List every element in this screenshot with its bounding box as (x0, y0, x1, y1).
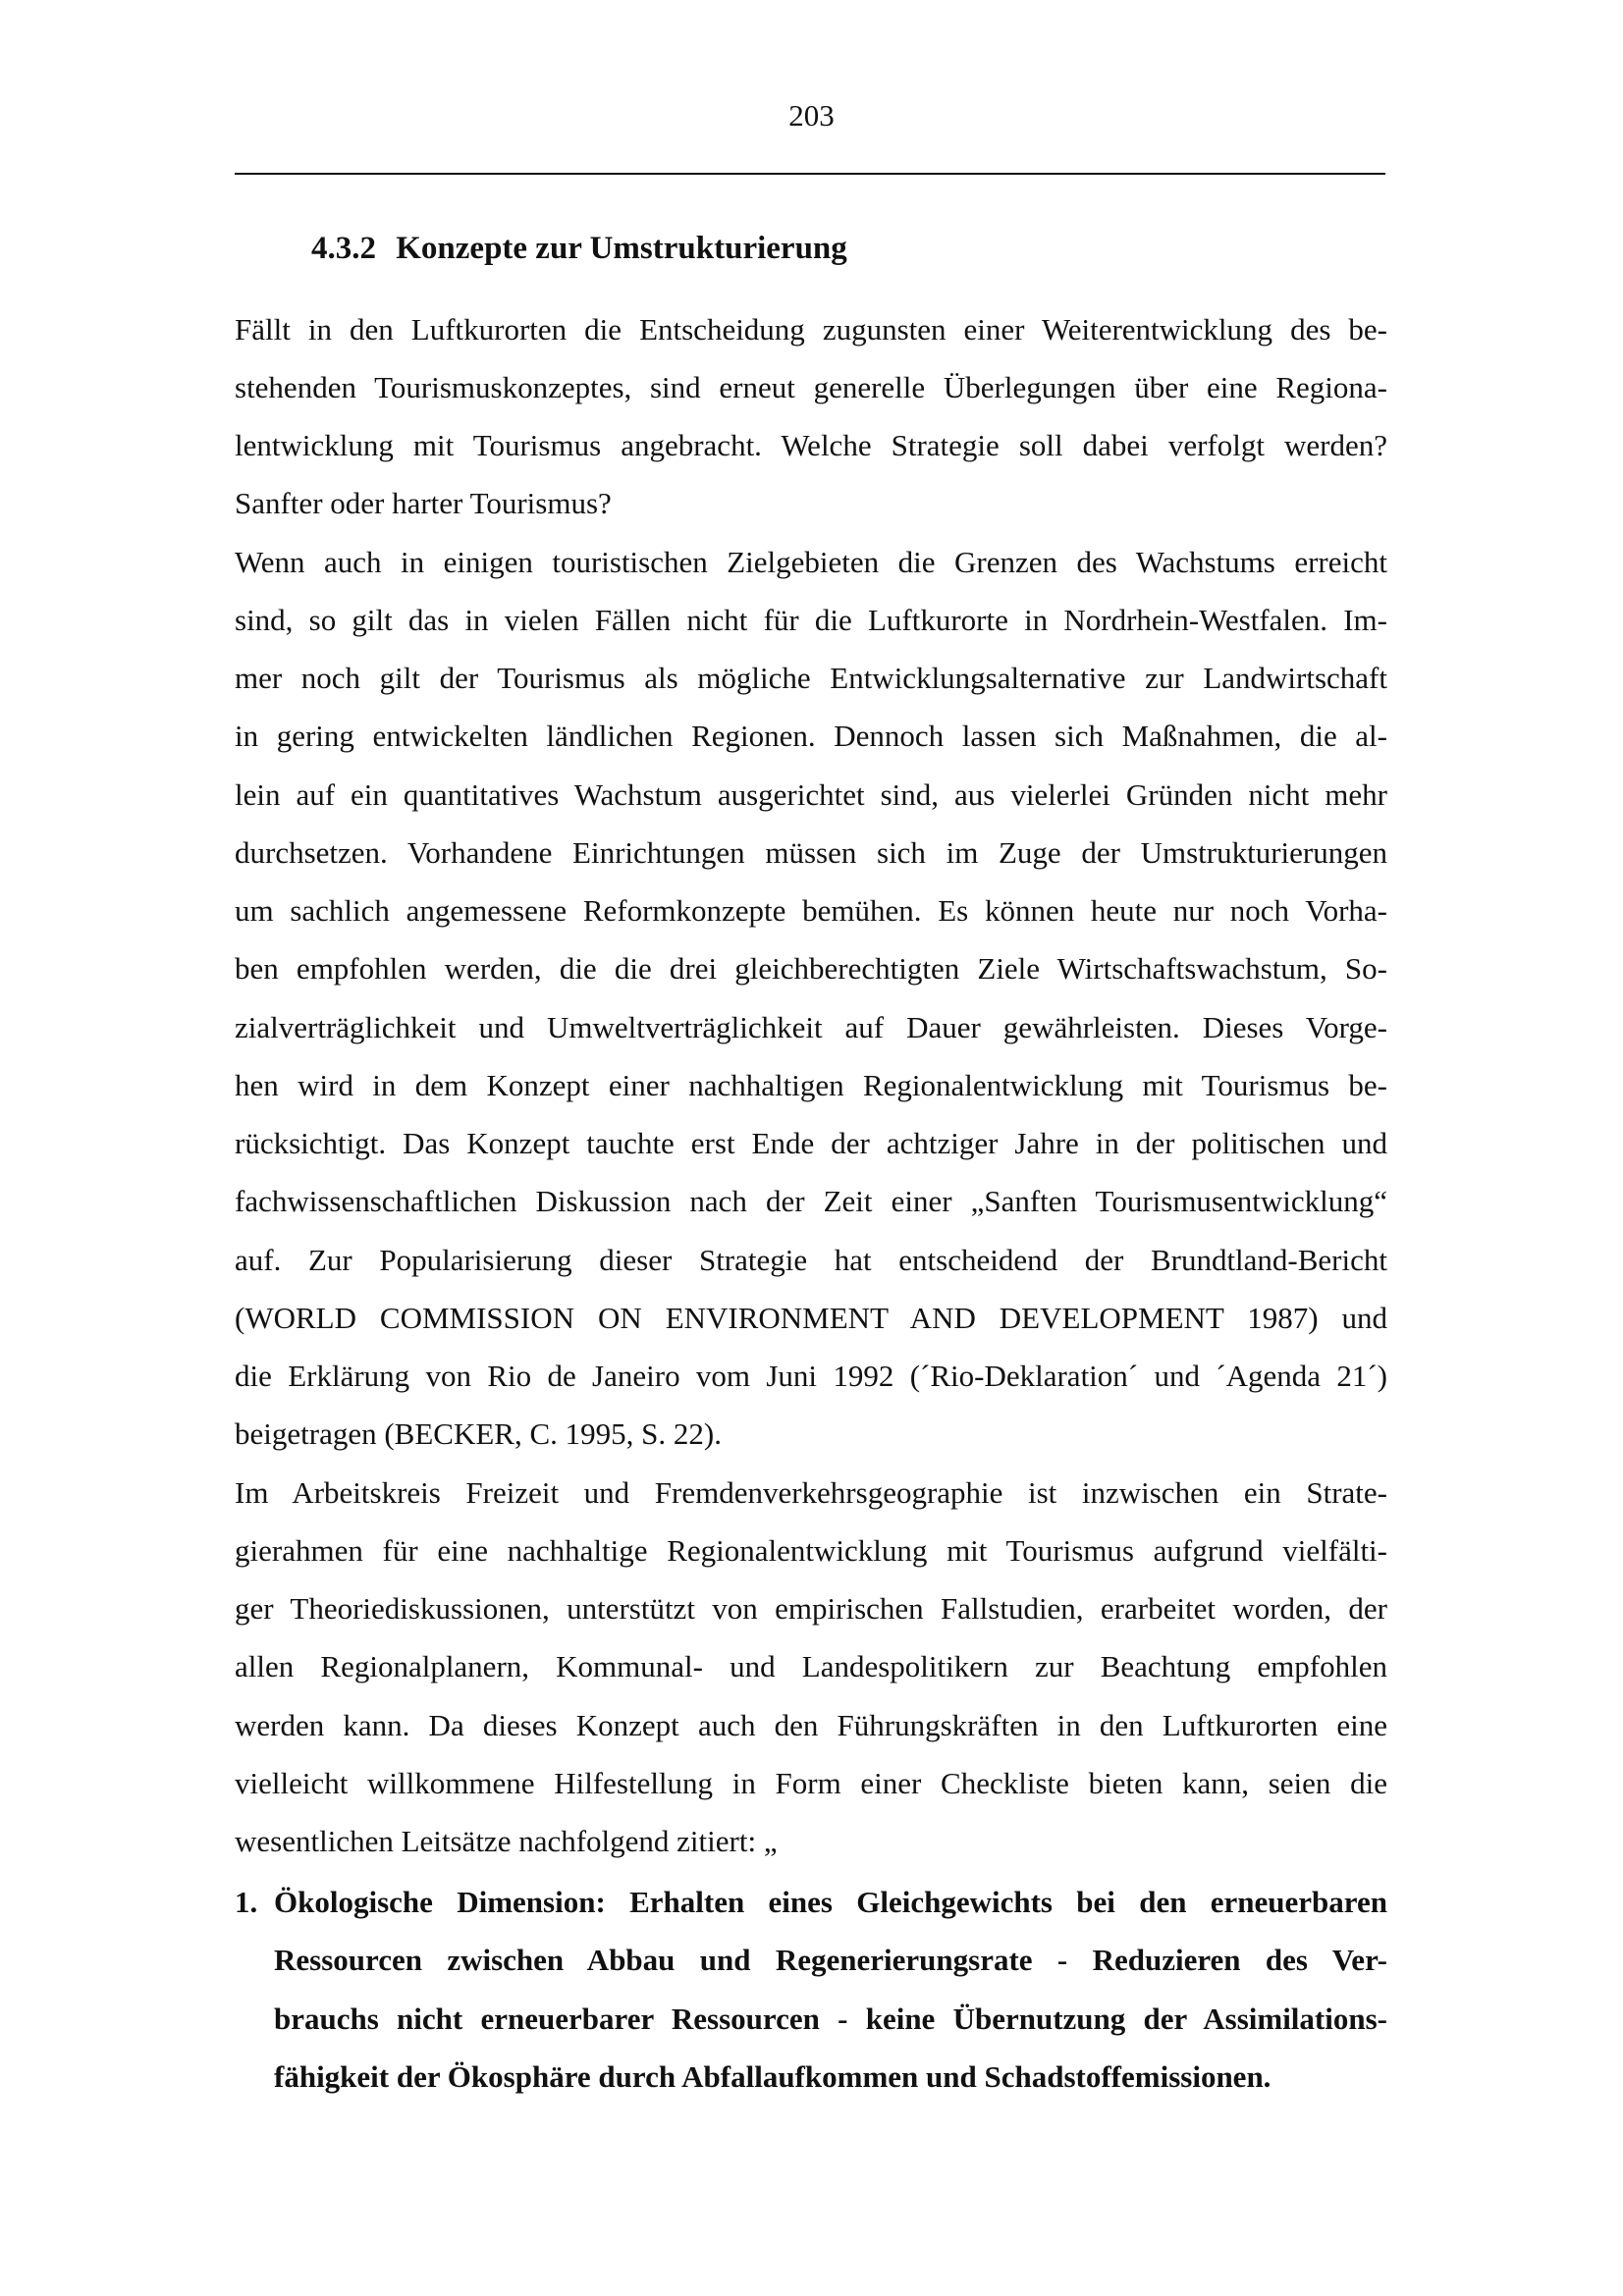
body-line: allen Regionalplanern, Kommunal- und Landespolitikern zur Beachtung empfohlen (235, 1649, 1387, 1683)
body-line: Wenn auch in einigen touristischen Zielgebieten die Grenzen des Wachstums erreicht (235, 545, 1387, 579)
body-line: zialverträglichkeit und Umweltverträglichkeit auf Dauer gewährleisten. Dieses Vorge- (235, 1010, 1387, 1044)
body-line: Sanfter oder harter Tourismus? (235, 486, 612, 520)
body-line: fachwissenschaftlichen Diskussion nach der Zeit einer „Sanften Tourismusentwicklung“ (235, 1184, 1387, 1218)
body-line: wesentlichen Leitsätze nachfolgend zitiert: „ (235, 1824, 778, 1858)
section-number: 4.3.2 (311, 231, 376, 266)
section-title: Konzepte zur Umstrukturierung (396, 231, 847, 266)
body-line: beigetragen (BECKER, C. 1995, S. 22). (235, 1416, 722, 1451)
section-heading (311, 227, 847, 270)
body-line: sind, so gilt das in vielen Fällen nicht für die Luftkurorte in Nordrhein-Westfalen. Im- (235, 603, 1387, 637)
body-line: ben empfohlen werden, die die drei gleichberechtigten Ziele Wirtschaftswachstum, So- (235, 951, 1387, 986)
body-line: (WORLD COMMISSION ON ENVIRONMENT AND DEVELOPMENT 1987) und (235, 1301, 1387, 1335)
body-line: um sachlich angemessene Reformkonzepte bemühen. Es können heute nur noch Vorha- (235, 893, 1387, 928)
body-line: lein auf ein quantitatives Wachstum ausgerichtet sind, aus vielerlei Gründen nicht mehr (235, 777, 1387, 812)
body-line: hen wird in dem Konzept einer nachhaltigen Regionalentwicklung mit Tourismus be- (235, 1068, 1387, 1102)
body-line: rücksichtigt. Das Konzept tauchte erst Ende der achtziger Jahre in der politischen und (235, 1126, 1387, 1160)
body-line: Fällt in den Luftkurorten die Entscheidung zugunsten einer Weiterentwicklung des be- (235, 312, 1387, 347)
body-line: werden kann. Da dieses Konzept auch den Führungskräften in den Luftkurorten eine (235, 1708, 1387, 1742)
list-item-line: Ressourcen zwischen Abbau und Regenerierungsrate - Reduzieren des Ver- (274, 1943, 1387, 1977)
body-line: ger Theoriediskussionen, unterstützt von empirischen Fallstudien, erarbeitet worden, der (235, 1591, 1387, 1626)
body-line: die Erklärung von Rio de Janeiro vom Juni 1992 (´Rio-Deklaration´ und ´Agenda 21´) (235, 1359, 1387, 1393)
body-line: lentwicklung mit Tourismus angebracht. Welche Strategie soll dabei verfolgt werden? (235, 428, 1387, 462)
body-line: gierahmen für eine nachhaltige Regionalentwicklung mit Tourismus aufgrund vielfälti- (235, 1533, 1387, 1568)
body-line: in gering entwickelten ländlichen Regionen. Dennoch lassen sich Maßnahmen, die al- (235, 719, 1387, 753)
page-number: 203 (788, 98, 835, 133)
list-item-line: fähigkeit der Ökosphäre durch Abfallaufkommen und Schadstoffemissionen. (274, 2059, 1271, 2094)
list-item-line: Ökologische Dimension: Erhalten eines Gleichgewichts bei den erneuerbaren (274, 1885, 1387, 1919)
header-rule (235, 173, 1385, 175)
list-item-number: 1. (235, 1885, 258, 1919)
body-line: durchsetzen. Vorhandene Einrichtungen müssen sich im Zuge der Umstrukturierungen (235, 835, 1387, 870)
body-line: mer noch gilt der Tourismus als mögliche Entwicklungsalternative zur Landwirtschaft (235, 661, 1387, 695)
body-line: Im Arbeitskreis Freizeit und Fremdenverkehrsgeographie ist inzwischen ein Strate- (235, 1475, 1387, 1510)
body-line: stehenden Tourismuskonzeptes, sind erneut generelle Überlegungen über eine Regiona- (235, 370, 1387, 404)
body-line: vielleicht willkommene Hilfestellung in Form einer Checkliste bieten kann, seien die (235, 1766, 1387, 1800)
body-line: auf. Zur Popularisierung dieser Strategie hat entscheidend der Brundtland-Bericht (235, 1243, 1387, 1277)
list-item-line: brauchs nicht erneuerbarer Ressourcen - keine Übernutzung der Assimilations- (274, 2002, 1387, 2036)
